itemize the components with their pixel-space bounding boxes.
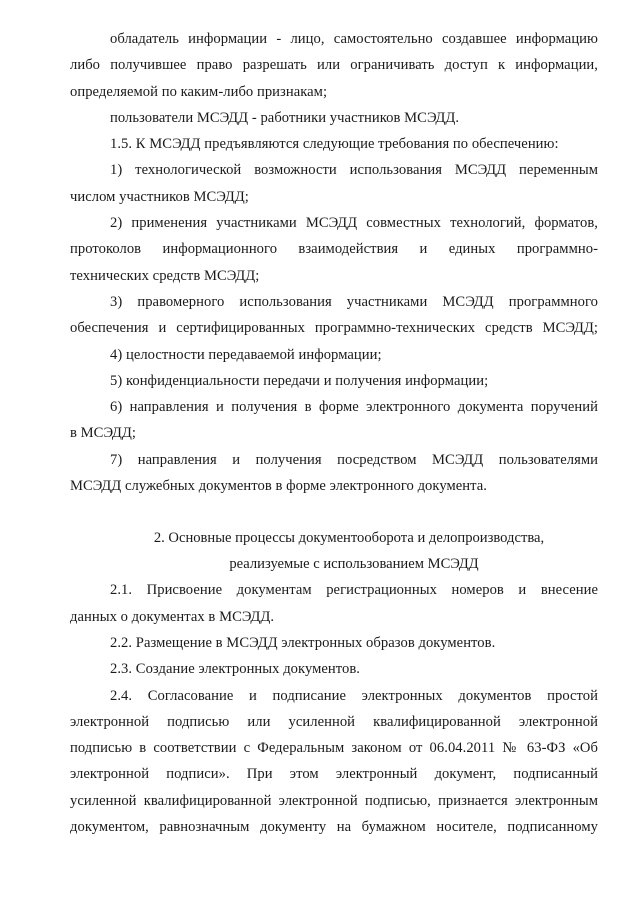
text-line: либо получившее право разрешать или ограничивать доступ к информации,: [70, 57, 598, 74]
text-line: подписью в соответствии с Федеральным законом от 06.04.2011 № 63-ФЗ «Об: [70, 740, 598, 757]
text-line: числом участников МСЭДД;: [70, 188, 249, 205]
text-line: обеспечения и сертифицированных программно-технических средств МСЭДД;: [70, 320, 598, 337]
text-line: 2.4. Согласование и подписание электронных документов простой: [110, 687, 598, 704]
text-line: обладатель информации - лицо, самостоятельно создавшее информацию: [110, 31, 598, 47]
text-line: МСЭДД служебных документов в форме электронного документа.: [70, 478, 487, 495]
text-line: 6) направления и получения в форме электронного документа поручений: [110, 399, 598, 416]
section-heading-cont: реализуемые с использованием МСЭДД: [229, 556, 479, 573]
text-line: в МСЭДД;: [70, 425, 137, 442]
text-line: 2.2. Размещение в МСЭДД электронных образов документов.: [110, 634, 496, 651]
text-line: 7) направления и получения посредством МСЭДД пользователями: [110, 451, 598, 468]
text-line: 2.3. Создание электронных документов.: [110, 661, 360, 678]
text-line: данных о документах в МСЭДД.: [70, 608, 275, 625]
text-line: протоколов информационного взаимодействия и единых программно-: [70, 241, 598, 258]
text-line: электронной подписью или усиленной квалифицированной электронной: [70, 713, 598, 730]
text-line: пользователи МСЭДД - работники участников МСЭДД.: [110, 109, 460, 126]
text-line: документом, равнозначным документу на бумажном носителе, подписанному: [70, 819, 598, 836]
text-line: 1.5. К МСЭДД предъявляются следующие требования по обеспечению:: [110, 136, 559, 153]
text-line: 4) целостности передаваемой информации;: [110, 346, 382, 363]
text-line: 2) применения участниками МСЭДД совместных технологий, форматов,: [110, 215, 598, 232]
text-line: 3) правомерного использования участниками МСЭДД программного: [110, 293, 598, 310]
section-heading: 2. Основные процессы документооборота и делопроизводства,: [153, 530, 545, 547]
text-line: 5) конфиденциальности передачи и получения информации;: [110, 372, 489, 389]
text-line: 1) технологической возможности использования МСЭДД переменным: [110, 162, 598, 179]
text-line: технических средств МСЭДД;: [70, 267, 260, 284]
text-line: 2.1. Присвоение документам регистрационных номеров и внесение: [110, 582, 598, 599]
document-body: [70, 26, 598, 840]
text-line: определяемой по каким-либо признакам;: [70, 83, 328, 100]
section-gap: [70, 499, 598, 525]
text-line: электронной подписи». При этом электронный документ, подписанный: [70, 766, 598, 783]
text-line: усиленной квалифицированной электронной подписью, признается электронным: [70, 792, 598, 809]
